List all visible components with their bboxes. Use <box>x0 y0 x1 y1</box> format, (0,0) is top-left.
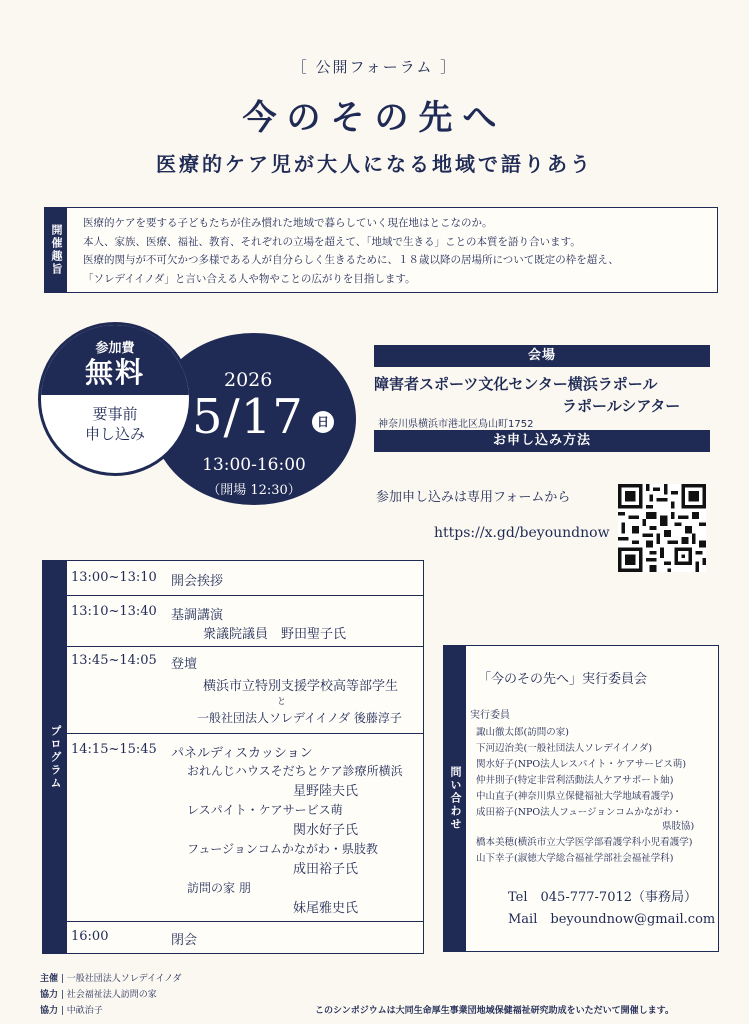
member-item: 橋本美穂(横浜市立大学医学部看護学科小児看護学) <box>476 837 693 848</box>
application-header: お申し込み方法 <box>374 430 710 452</box>
program-time: 13:00~13:10 <box>71 570 157 585</box>
organizer-label: 主催 <box>40 974 59 984</box>
program-row <box>67 647 423 734</box>
organizer-name: 一般社団法人ソレデイイノダ <box>66 974 182 984</box>
program-title: 基調講演 <box>171 608 224 623</box>
purpose-line: 本人、家族、医療、福祉、教育、それぞれの立場を超えて、「地域で生きる」ことの本質を語り合います。 <box>83 235 581 248</box>
member-item: 仲井則子(特定非営利活動法人ケアサポート紬) <box>476 775 674 786</box>
separator: | <box>58 990 67 1000</box>
program-title: 登壇 <box>171 657 198 672</box>
panelist-name: 成田裕子氏 <box>293 862 359 877</box>
speaker-conjunction: と <box>277 697 287 707</box>
member-item: 下河辺治美(一般社団法人ソレデイイノダ) <box>476 743 653 754</box>
members-title: 実行委員 <box>470 710 510 721</box>
program-row <box>67 596 423 647</box>
purpose-text <box>83 214 711 288</box>
speaker-line: 一般社団法人ソレデイイノダ 後藤淳子 <box>197 711 402 725</box>
event-month-day: 5/17 <box>192 389 304 445</box>
member-item: 諏山徹太郎(訪問の家) <box>476 727 569 738</box>
committee-name: 「今のその先へ」実行委員会 <box>478 672 648 687</box>
program-title: 閉会 <box>171 933 198 948</box>
fee-note: 申し込み <box>84 425 145 443</box>
contact-label: 問い合わせ <box>444 646 466 951</box>
application-text: 参加申し込みは専用フォームから <box>376 490 571 505</box>
contact-mail[interactable]: Mail beyoundnow@gmail.com <box>508 912 716 927</box>
day-of-week-badge: 日 <box>312 411 334 433</box>
doors-open-time: （開場 12:30） <box>207 483 301 498</box>
panelist-name: 星野陸夫氏 <box>293 784 359 799</box>
purpose-line: 「ソレデイイノダ」と言い合える人や物やことの広がりを目指します。 <box>83 272 416 285</box>
coop-name: 中畝治子 <box>66 1006 103 1016</box>
program-label: プログラム <box>43 561 67 953</box>
panelist-name: 関水好子氏 <box>293 823 359 838</box>
panelist-org: 訪問の家 朋 <box>187 881 251 895</box>
contact-box <box>443 645 719 952</box>
page-title: 今のその先へ <box>242 98 507 138</box>
program-title: パネルディスカッション <box>171 746 313 761</box>
program-time: 13:45~14:05 <box>71 653 157 668</box>
keynote-speaker: 衆議院議員 野田聖子氏 <box>203 627 347 642</box>
event-time: 13:00-16:00 <box>202 455 306 475</box>
program-title: 開会挨拶 <box>171 574 224 589</box>
member-item: 県肢協) <box>662 821 695 832</box>
purpose-line: 医療的ケアを要する子どもたちが住み慣れた地域で暮らしていく現在地はとこなのか。 <box>83 217 493 229</box>
speaker-line: 横浜市立特別支援学校高等部学生 <box>203 679 399 694</box>
separator: | <box>58 1006 67 1016</box>
program-time: 13:10~13:40 <box>71 604 157 619</box>
member-item: 山下幸子(淑徳大学総合福祉学部社会福祉学科) <box>476 853 674 864</box>
purpose-label: 開催趣旨 <box>45 208 67 292</box>
organizer-credit <box>40 971 182 984</box>
coop-credit <box>40 987 157 1000</box>
fee-top <box>41 325 189 395</box>
member-item: 中山直子(神奈川県立保健福祉大学地域看護学) <box>476 791 674 802</box>
fee-value: 無料 <box>84 356 145 389</box>
grant-note: このシンポジウムは大同生命厚生事業団地域保健福祉研究助成をいただいて開催します。 <box>315 1006 674 1016</box>
member-item: 成田裕子(NPO法人フュージョンコムかながわ・ <box>476 807 682 818</box>
program-row <box>67 922 423 952</box>
page-subtitle: 医療的ケア児が大人になる地域で語りあう <box>156 152 593 176</box>
fee-circle <box>38 322 192 476</box>
program-row <box>67 561 423 596</box>
purpose-box <box>44 207 718 293</box>
program-box <box>42 560 424 954</box>
venue-name: 障害者スポーツ文化センター横浜ラポール <box>374 375 658 393</box>
program-row <box>67 734 423 922</box>
venue-header: 会場 <box>374 345 710 367</box>
venue-address: 神奈川県横浜市港北区鳥山町1752 <box>378 419 534 430</box>
panelist-org: レスパイト・ケアサービス萌 <box>187 803 343 817</box>
separator: | <box>58 974 67 984</box>
fee-label: 参加費 <box>95 341 135 356</box>
panelist-org: フュージョンコムかながわ・県肢教 <box>187 842 378 856</box>
coop-credit <box>40 1003 103 1016</box>
coop-name: 社会福祉法人訪問の家 <box>66 990 157 1000</box>
panelist-org: おれんじハウスそだちとケア診療所横浜 <box>187 764 403 778</box>
contact-tel[interactable]: Tel 045-777-7012（事務局） <box>508 890 698 905</box>
purpose-line: 医療的関与が不可欠かつ多様である人が自分らしく生きるために、１８歳以降の居場所について既定の枠を超え、 <box>83 254 619 266</box>
fee-note: 要事前 <box>92 405 138 423</box>
coop-label: 協力 <box>40 990 59 1000</box>
program-time: 16:00 <box>71 929 109 944</box>
venue-hall: ラポールシアター <box>562 397 681 415</box>
event-year: 2026 <box>224 369 273 391</box>
qr-code-icon[interactable] <box>618 484 706 572</box>
member-item: 関水好子(NPO法人レスパイト・ケアサービス萌) <box>476 759 687 770</box>
forum-tag: ［ 公開フォーラム ］ <box>291 58 458 76</box>
program-time: 14:15~15:45 <box>71 742 157 757</box>
application-url[interactable]: https://x.gd/beyoundnow <box>434 525 610 541</box>
coop-label: 協力 <box>40 1006 59 1016</box>
panelist-name: 妹尾雅史氏 <box>293 901 359 916</box>
